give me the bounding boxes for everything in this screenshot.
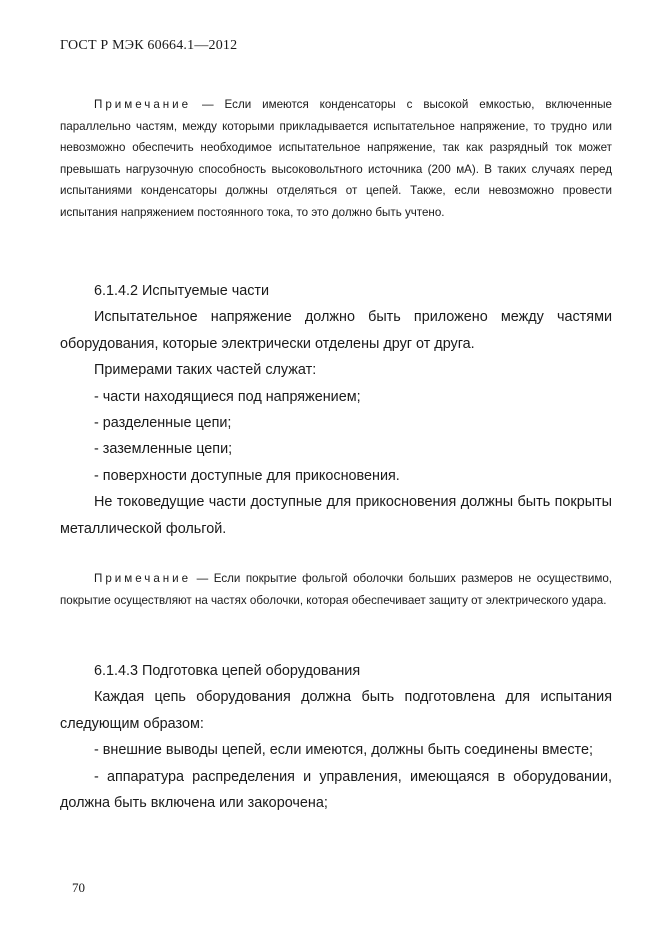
paragraph: Испытательное напряжение должно быть приложено между частями оборудования, которые электрически отделены друг от друга. (60, 309, 612, 352)
list-item: - разделенные цепи; (94, 415, 232, 432)
note-text: — Если имеются конденсаторы с высокой емкостью, включенные параллельно частям, между которыми прикладывается испытательное напряжение, то трудно или невозможно обеспечить необходимое испытательное напряжение, так как разрядный ток может превышать нагрузочную способность высоковольтного источника (200 мА). В таких случаях перед испытаниями конденсаторы должны отделяться от цепей. Также, если невозможно провести испытания напряжением постоянного тока, то это должно быть учтено. (60, 98, 612, 219)
list-item: - аппаратура распределения и управления, имеющаяся в оборудовании, должна быть включена или закорочена; (60, 768, 612, 812)
section-6-1-4-2 (60, 278, 612, 542)
section-heading: 6.1.4.3 Подготовка цепей оборудования (94, 663, 361, 679)
page-number: 70 (72, 880, 85, 895)
note-label: Примечание (94, 98, 192, 111)
paragraph: Каждая цепь оборудования должна быть подготовлена для испытания следующим образом: (60, 689, 612, 732)
note-paragraph (60, 94, 612, 223)
note-label: Примечание (94, 572, 192, 585)
note-paragraph (60, 568, 612, 611)
section-6-1-4-3 (60, 658, 612, 816)
note-capacitors (60, 94, 612, 223)
list-item: - внешние выводы цепей, если имеются, должны быть соединены вместе; (94, 742, 593, 759)
list-item: - части находящиеся под напряжением; (94, 388, 361, 405)
list-item: - поверхности доступные для прикосновения. (94, 467, 400, 484)
section-heading: 6.1.4.2 Испытуемые части (94, 283, 270, 299)
paragraph: Примерами таких частей служат: (94, 362, 317, 379)
list-item: - заземленные цепи; (94, 441, 233, 458)
note-foil (60, 568, 612, 611)
paragraph: Не токоведущие части доступные для прикосновения должны быть покрыты металлической фольгой. (60, 494, 612, 537)
note-text: — Если покрытие фольгой оболочки больших размеров не осуществимо, покрытие осуществляют на частях оболочки, которая обеспечивает защиту от электрического удара. (60, 572, 612, 607)
document-header: ГОСТ Р МЭК 60664.1—2012 (60, 38, 238, 53)
